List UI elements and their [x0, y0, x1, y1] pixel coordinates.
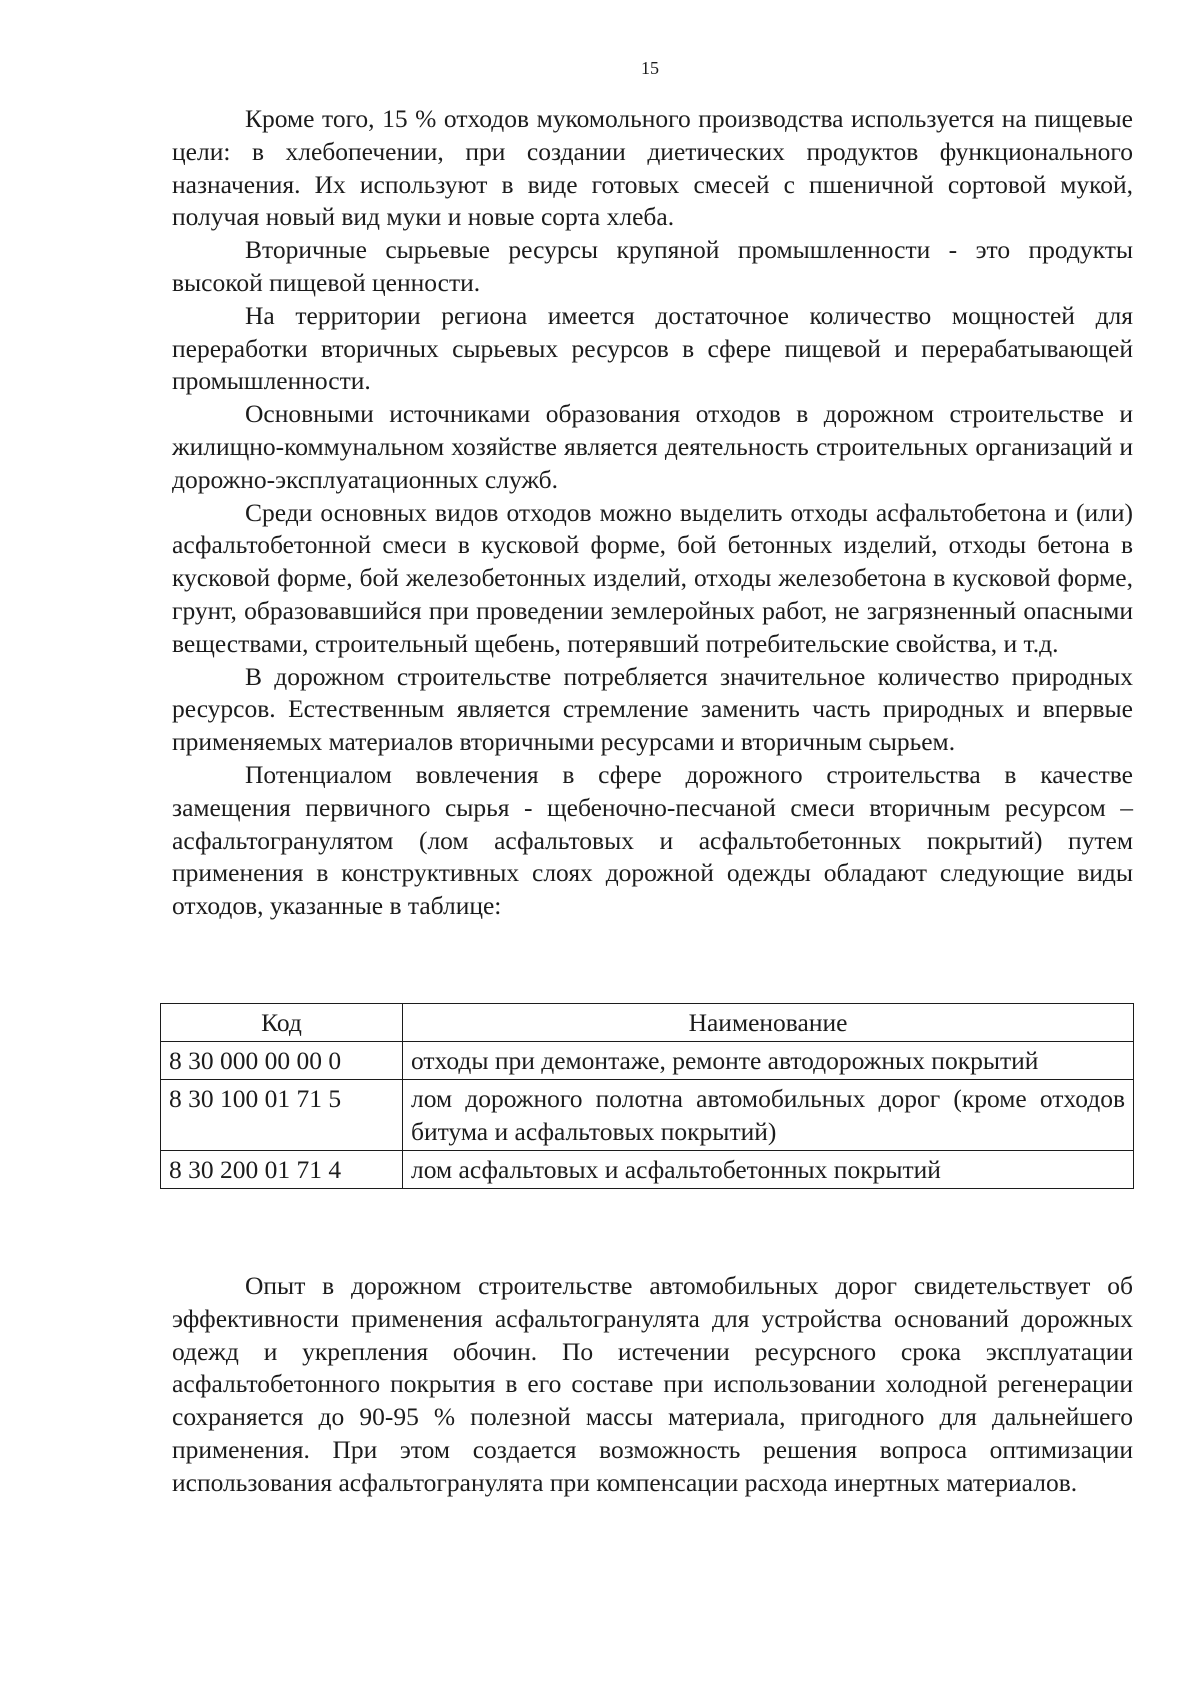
paragraph: Кроме того, 15 % отходов мукомольного производства используется на пищевые цели: в хлебопечении, при создании диетических продуктов функционального назначения. Их используют в виде готовых смесей с пшеничной сортовой мукой, получая новый вид муки и новые сорта хлеба. [172, 104, 1133, 232]
waste-code-cell: 8 30 200 01 71 4 [161, 1151, 403, 1189]
body-text-before-table [172, 103, 1133, 923]
column-header-code: Код [161, 1004, 403, 1042]
waste-name-cell: лом асфальтовых и асфальтобетонных покрытий [403, 1151, 1134, 1189]
waste-code-cell: 8 30 000 00 00 0 [161, 1042, 403, 1080]
waste-name-cell: лом дорожного полотна автомобильных дорог (кроме отходов битума и асфальтовых покрытий) [403, 1080, 1134, 1151]
paragraph: Среди основных видов отходов можно выделить отходы асфальтобетона и (или) асфальтобетонной смеси в кусковой форме, бой бетонных изделий, отходы бетона в кусковой форме, бой железобетонных изделий, отходы железобетона в кусковой форме, грунт, образовавшийся при проведении землеройных работ, не загрязненный опасными веществами, строительный щебень, потерявший потребительские свойства, и т.д. [172, 497, 1133, 658]
waste-codes-table [160, 1003, 1134, 1189]
paragraph: Опыт в дорожном строительстве автомобильных дорог свидетельствует об эффективности применения асфальтогранулята для устройства оснований дорожных одежд и укрепления обочин. По истечении ресурсного срока эксплуатации асфальтобетонного покрытия в его составе при использовании холодной регенерации сохраняется до 90-95 % полезной массы материала, пригодного для дальнейшего применения. При этом создается возможность решения вопроса оптимизации использования асфальтогранулята при компенсации расхода инертных материалов. [172, 1271, 1133, 1497]
table-row [161, 1151, 1134, 1189]
column-header-name: Наименование [403, 1004, 1134, 1042]
paragraph: Основными источниками образования отходов в дорожном строительстве и жилищно-коммунальном хозяйстве является деятельность строительных организаций и дорожно-эксплуатационных служб. [172, 399, 1133, 494]
table-row [161, 1042, 1134, 1080]
paragraph: В дорожном строительстве потребляется значительное количество природных ресурсов. Естественным является стремление заменить часть природных и впервые применяемых материалов вторичными ресурсами и вторичным сырьем. [172, 661, 1133, 757]
waste-code-cell: 8 30 100 01 71 5 [161, 1080, 403, 1151]
waste-name-cell: отходы при демонтаже, ремонте автодорожных покрытий [403, 1042, 1134, 1080]
paragraph: Вторичные сырьевые ресурсы крупяной промышленности - это продукты высокой пищевой ценности. [172, 235, 1133, 297]
paragraph: Потенциалом вовлечения в сфере дорожного строительства в качестве замещения первичного сырья - щебеночно-песчаной смеси вторичным ресурсом – асфальтогранулятом (лом асфальтовых и асфальтобетонных покрытий) путем применения в конструктивных слоях дорожной одежды обладают следующие виды отходов, указанные в таблице: [172, 759, 1133, 921]
body-text-after-table [172, 1270, 1133, 1500]
page-number: 15 [641, 58, 659, 78]
paragraph: На территории региона имеется достаточное количество мощностей для переработки вторичных сырьевых ресурсов в сфере пищевой и перерабатывающей промышленности. [172, 300, 1133, 396]
table-row [161, 1080, 1134, 1151]
table-header-row [161, 1004, 1134, 1042]
